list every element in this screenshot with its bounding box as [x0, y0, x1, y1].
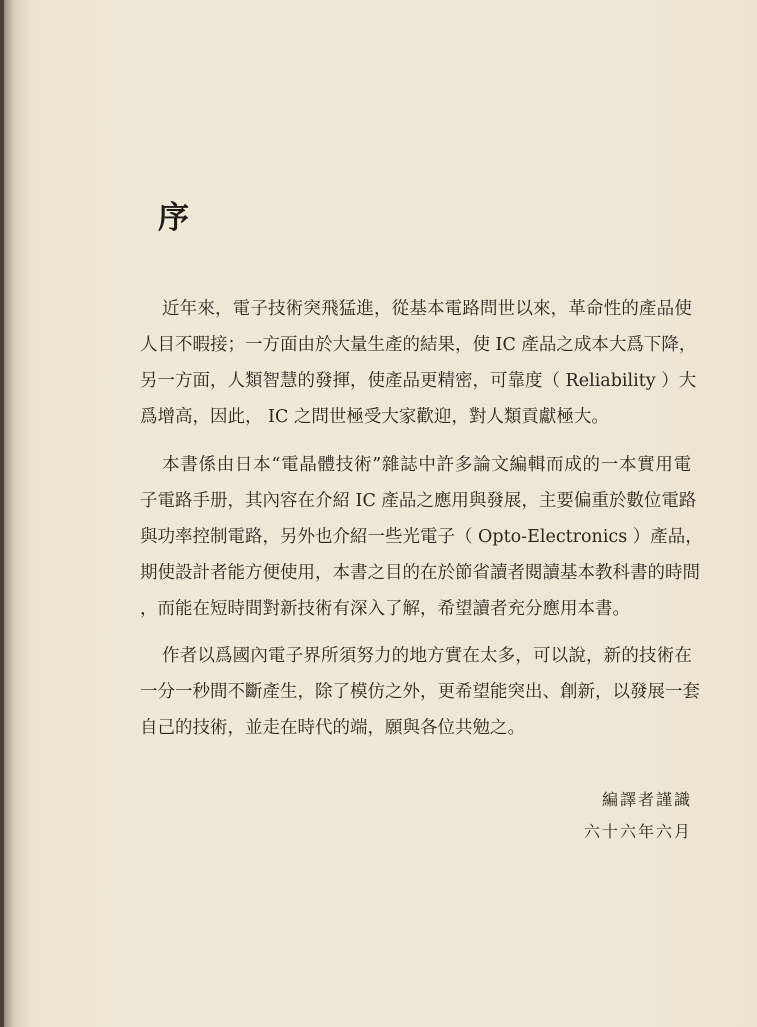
text-line: ，而能在短時間對新技術有深入了解，希望讀者充分應用本書。: [140, 599, 630, 619]
text-line: 作者以爲國內電子界所須努力的地方實在太多，可以說，新的技術在: [162, 646, 692, 666]
text-line: 與功率控制電路，另外也介紹一些光電子（ Opto-Electronics ）產品，: [140, 527, 703, 547]
text-line: 一分一秒間不斷產生，除了模仿之外，更希望能突出、創新，以發展一套: [140, 682, 700, 702]
text-line: 人目不暇接；一方面由於大量生產的結果，使 IC 產品之成本大爲下降，: [140, 335, 697, 355]
page-binding-edge: [0, 0, 4, 1027]
text-line: 本書係由日本“電晶體技術”雜誌中許多論文編輯而成的一本實用電: [162, 455, 692, 475]
text-line: 另一方面，人類智慧的發揮，使產品更精密，可靠度（ Reliability ）大: [140, 371, 697, 391]
text-line: 爲增高，因此， IC 之問世極受大家歡迎，對人類貢獻極大。: [140, 407, 609, 427]
text-line: 自己的技術，並走在時代的端，願與各位共勉之。: [140, 718, 525, 738]
text-line: 子電路手册，其內容在介紹 IC 產品之應用與發展，主要偏重於數位電路: [140, 491, 697, 511]
signature-date: 六十六年六月: [583, 822, 692, 841]
signature-author: 編譯者謹識: [601, 790, 692, 809]
page-title: 序: [158, 200, 189, 236]
text-line: 期使設計者能方便使用，本書之目的在於節省讀者閱讀基本教科書的時間: [140, 563, 700, 583]
text-line: 近年來，電子技術突飛猛進，從基本電路問世以來，革命性的產品使: [162, 299, 692, 319]
